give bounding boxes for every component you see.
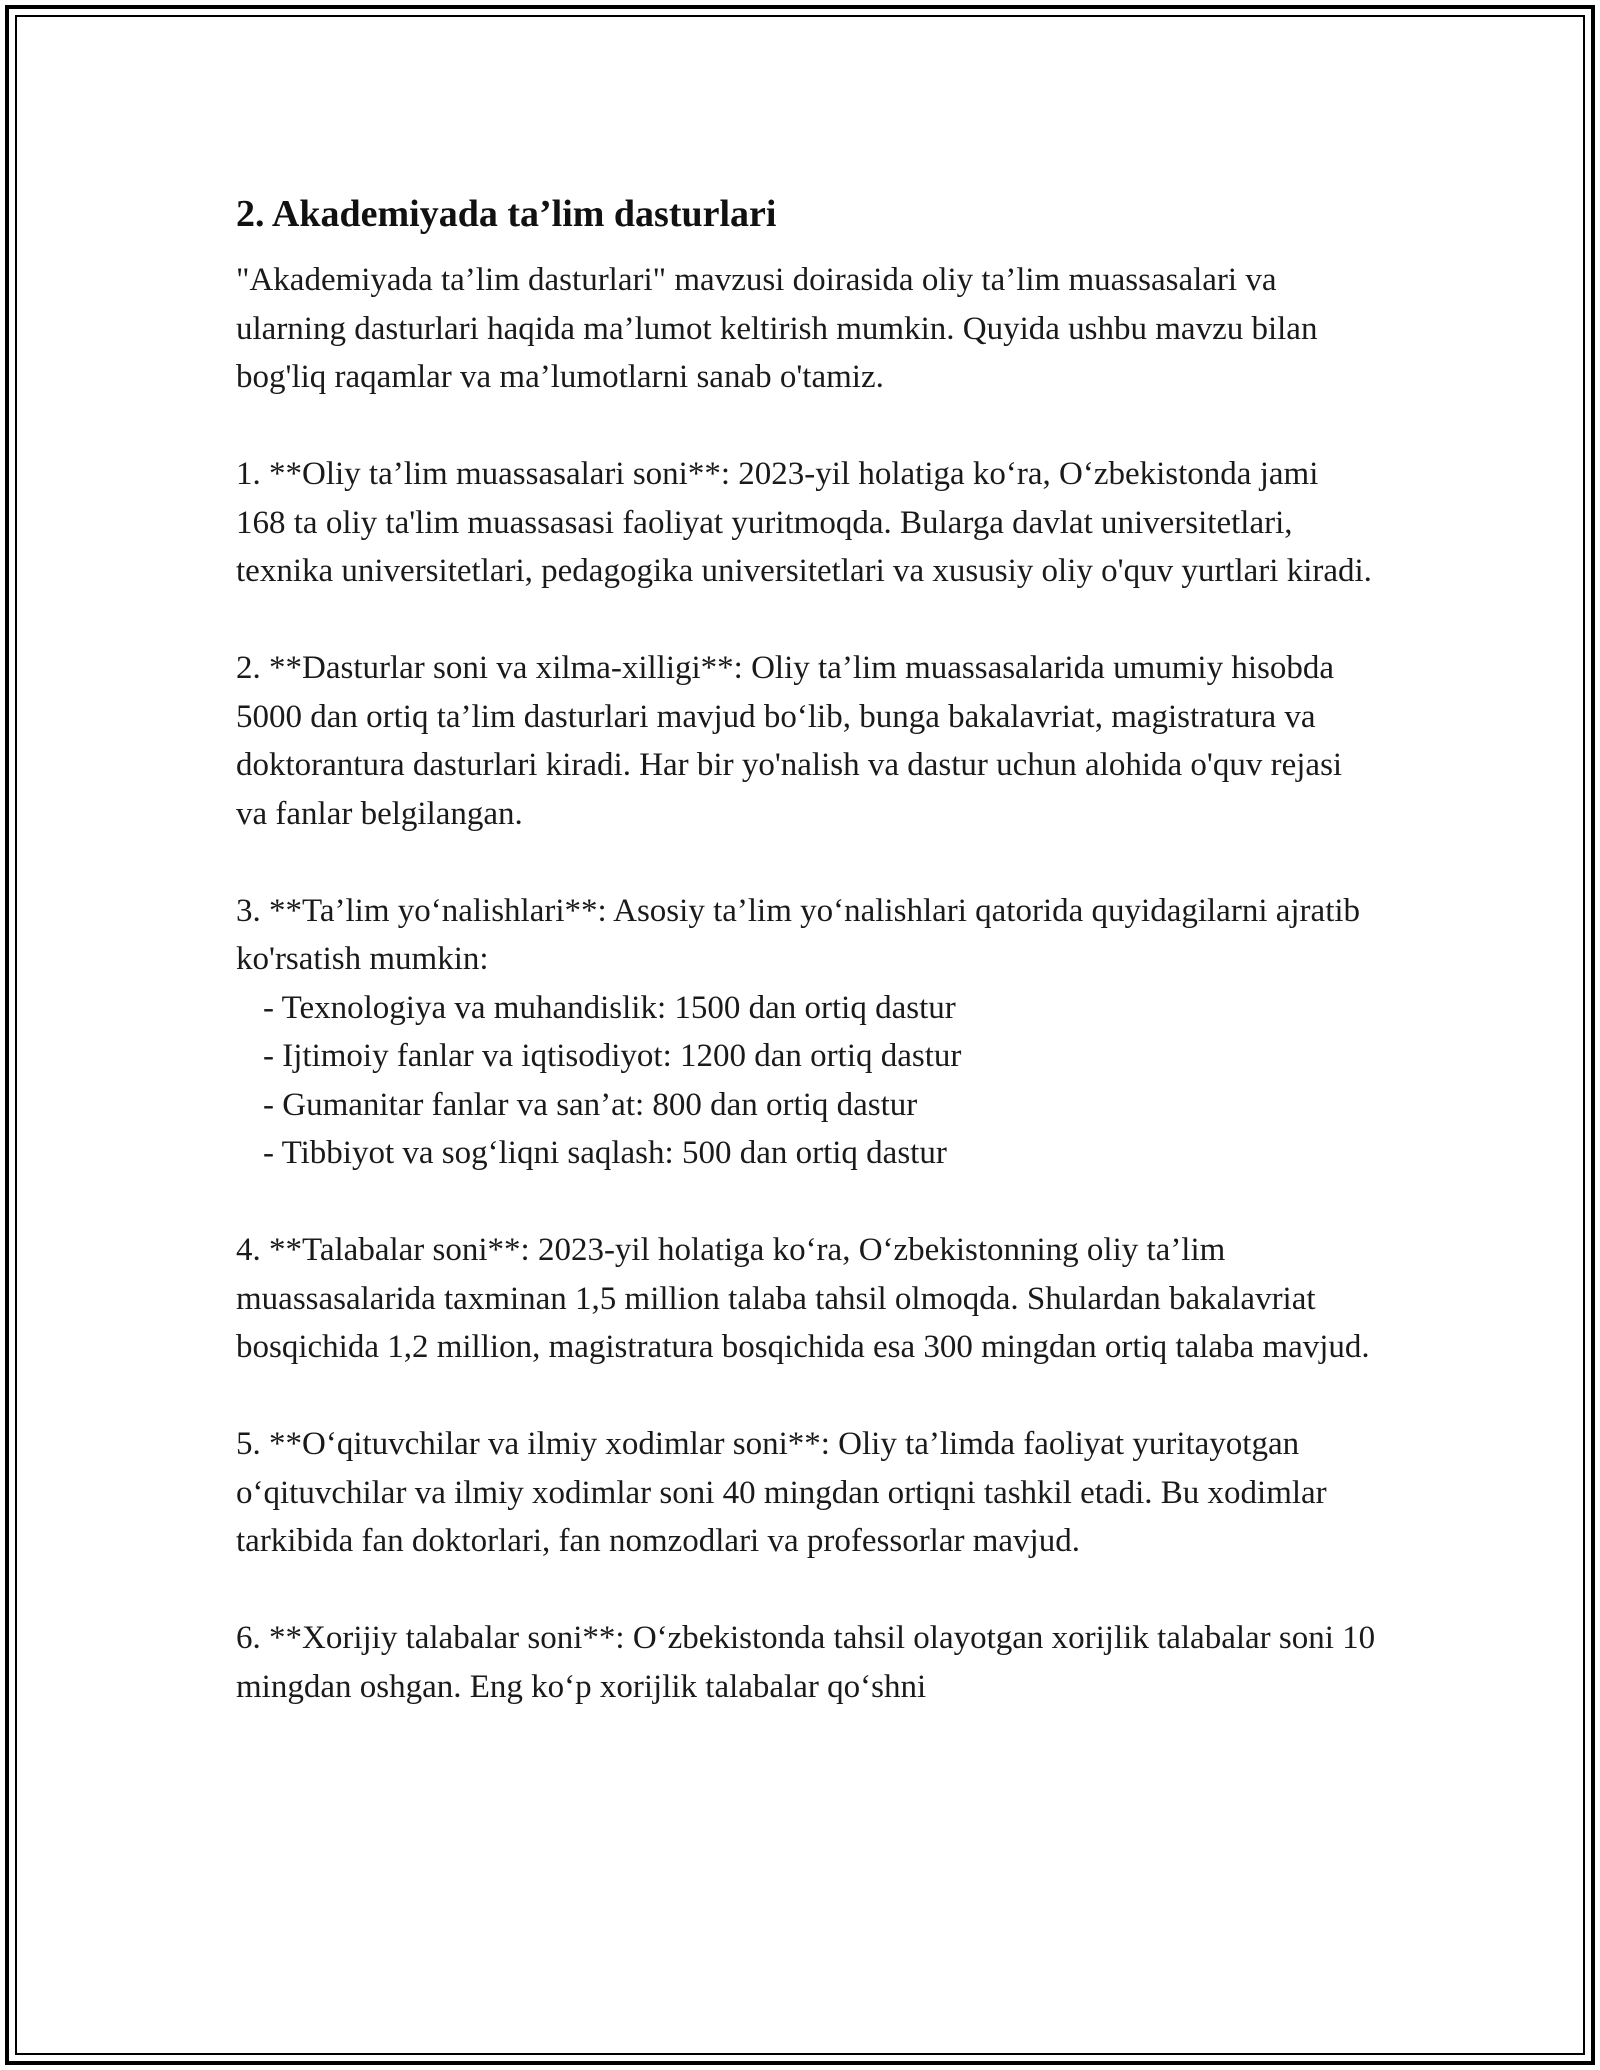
document-body bbox=[236, 188, 1384, 1711]
sub-bullet-3: - Gumanitar fanlar va san’at: 800 dan ortiq dastur bbox=[263, 1086, 918, 1123]
list-item-6: 6. **Xorijiy talabalar soni**: O‘zbekistonda tahsil olayotgan xorijlik talabalar soni 10 mingdan oshgan. Eng ko‘p xorijlik talabalar qo‘shni bbox=[236, 1620, 1384, 1705]
paragraph-gap bbox=[236, 1178, 1376, 1227]
paragraph-gap bbox=[236, 1372, 1376, 1421]
list-item-3: 3. **Ta’lim yo‘nalishlari**: Asosiy ta’lim yo‘nalishlari qatorida quyidagilarni ajratib ko'rsatish mumkin: bbox=[236, 892, 1369, 977]
paragraph-gap bbox=[236, 1566, 1376, 1615]
paragraph-gap bbox=[236, 402, 1376, 451]
list-item-4: 4. **Talabalar soni**: 2023-yil holatiga ko‘ra, O‘zbekistonning oliy ta’lim muassasalarida taxminan 1,5 million talaba tahsil olmoqda. Shulardan bakalavriat bosqichida 1,2 million, magistratura bosqichida esa 300 mingdan ortiq talaba mavjud. bbox=[236, 1232, 1370, 1365]
paragraph-gap bbox=[236, 838, 1376, 887]
section-heading: 2. Akademiyada ta’lim dasturlari bbox=[236, 193, 777, 235]
intro-paragraph: "Akademiyada ta’lim dasturlari" mavzusi doirasida oliy ta’lim muassasalari va ularning dasturlari haqida ma’lumot keltirish mumkin. Quyida ushbu mavzu bilan bog'liq raqamlar va ma’lumotlarni sanab o'tamiz. bbox=[236, 262, 1326, 395]
list-item-5: 5. **O‘qituvchilar va ilmiy xodimlar soni**: Oliy ta’limda faoliyat yuritayotgan o‘qituvchilar va ilmiy xodimlar soni 40 mingdan ortiqni tashkil etadi. Bu xodimlar tarkibida fan doktorlari, fan nomzodlari va professorlar mavjud. bbox=[236, 1426, 1335, 1559]
sub-bullet-1: - Texnologiya va muhandislik: 1500 dan ortiq dastur bbox=[263, 989, 956, 1026]
sub-bullet-2: - Ijtimoiy fanlar va iqtisodiyot: 1200 dan ortiq dastur bbox=[263, 1038, 962, 1074]
list-item-2: 2. **Dasturlar soni va xilma-xilligi**: Oliy ta’lim muassasalarida umumiy hisobda 5000 dan ortiq ta’lim dasturlari mavjud bo‘lib, bunga bakalavriat, magistratura va doktorantura dasturlari kiradi. Har bir yo'nalish va dastur uchun alohida o'quv rejasi va fanlar belgilangan. bbox=[236, 650, 1351, 832]
sub-bullet-4: - Tibbiyot va sog‘liqni saqlash: 500 dan ortiq dastur bbox=[263, 1135, 947, 1171]
paragraph-gap bbox=[236, 596, 1376, 645]
list-item-1: 1. **Oliy ta’lim muassasalari soni**: 2023-yil holatiga ko‘ra, O‘zbekistonda jami 168 ta oliy ta'lim muassasasi faoliyat yuritmoqda. Bularga davlat universitetlari, texnika universitetlari, pedagogika universitetlari va xususiy oliy o'quv yurtlari kiradi. bbox=[236, 456, 1372, 589]
